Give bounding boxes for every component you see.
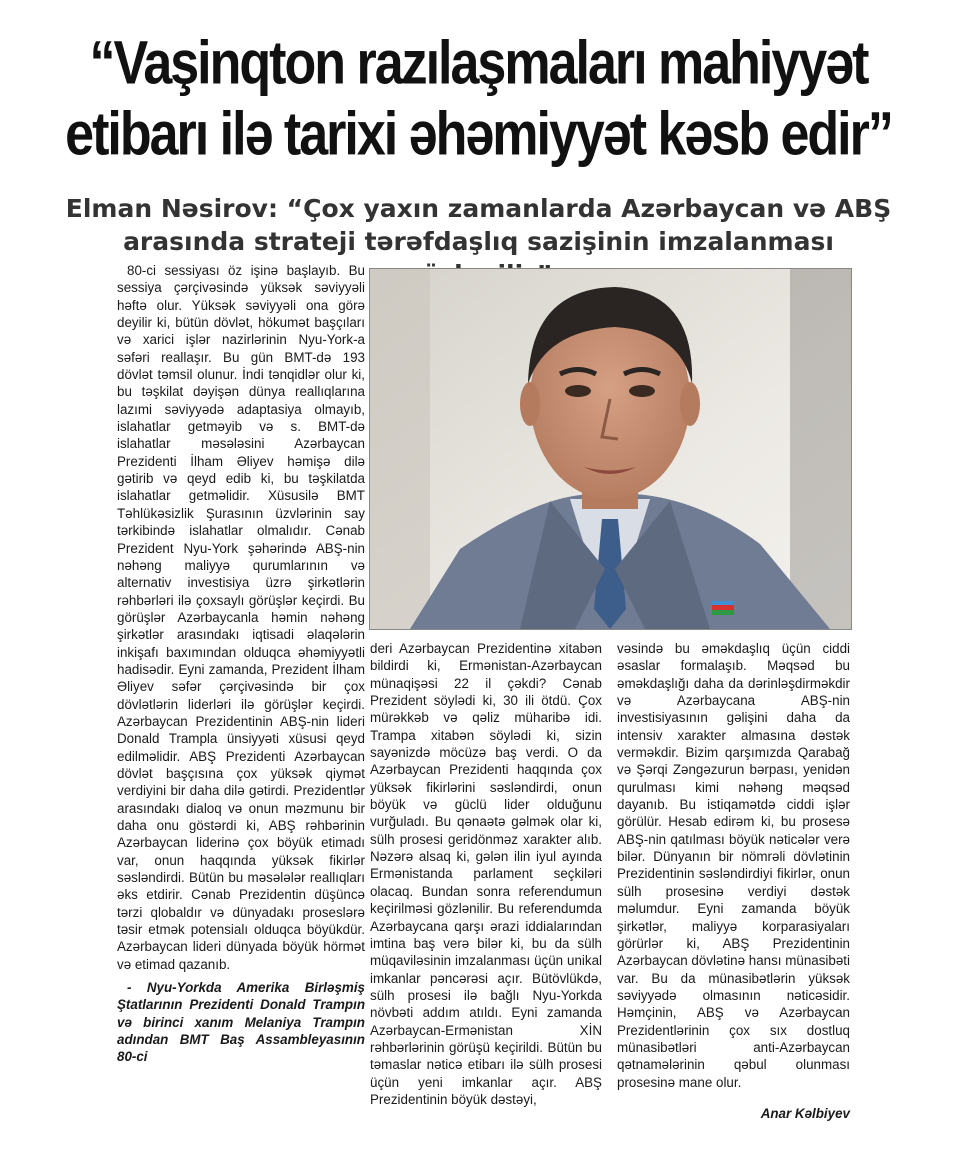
portrait-photo-icon (370, 269, 851, 629)
article-column-2 (370, 640, 602, 1108)
column-3-body: vəsində bu əməkdaşlıq üçün ciddi əsaslar formalaşıb. Məqsəd bu əməkdaşlığı daha da dərinləşdirməkdir və Azərbaycana ABŞ-nin investisiyasının gəlişini daha da intensiv xarakter almasına dəstək verməkdir. Bizim qarşımızda Qarabağ və Şərqi Zəngəzurun bərpası, yenidən qurulması kimi nəhəng məqsəd dayanıb. Bu istiqamətdə ciddi işlər görülür. Hesab edirəm ki, bu prosesə ABŞ-nin qatılması böyük nəticələr verə bilər. Dünyanın bir nömrəli dövlətinin Prezidentinin səsləndirdiyi fikirlər, onun sülh prosesinə verdiyi dəstək məlumdur. Eyni zamanda böyük şirkətlər, maliyyə korparasiyaları görürlər ki, ABŞ Prezidentinin Azərbaycan dövlətinə hansı münasibəti var. Bu da münasibətlərin yüksək səviyyədə olmasının nəticəsidir. Həmçinin, ABŞ və Azərbaycan Prezidentlərinin çox sıx dostluq münasibətləri anti-Azərbaycan qətnamələrinin qəbul olunması prosesinə mane olur. (617, 641, 850, 1090)
column-2-body: deri Azərbaycan Prezidentinə xitabən bildirdi ki, Ermənistan-Azərbaycan münaqişəsi 22 il çəkdi? Cənab Prezident söylədi ki, 30 ili ötdü. Çox mürəkkəb və qəliz müharibə idi. Trampa xitabən söylədi ki, sizin sayənizdə möcüzə baş verdi. O da Azərbaycan Prezidenti haqqında çox yüksək fikirlərini səsləndirdi, onun böyük və güclü lider olduğunu vurğuladı. Bu qənaətə gəlmək olar ki, sülh prosesi geridönməz xarakter alıb. Nəzərə alsaq ki, gələn ilin iyul ayında Ermənistanda parlament seçkiləri olacaq. Bundan sonra referendumun keçirilməsi gözlənilir. Bu referendumda Azərbaycana qarşı ərazi iddialarından imtina baş verə bilər ki, bu da sülh müqaviləsinin imzalanması üçün unikal imkanlar pəncərəsi açır. Bütövlükdə, sülh prosesi ilə bağlı Nyu-Yorkda növbəti addım atıldı. Eyni zamanda Azərbaycan-Ermənistan XİN rəhbərlərinin görüşü keçirildi. Bütün bu təmaslar nəticə etibarı ilə sülh prosesi üçün yeni imkanlar açır. ABŞ Prezidentinin böyük dəstəyi, (370, 641, 602, 1107)
article-column-1 (117, 262, 365, 1066)
portrait-photo (369, 268, 852, 630)
column-1-body: 80-ci sessiyası öz işinə başlayıb. Bu sessiya çərçivəsində yüksək səviyyəli həftə olur. Yüksək səviyyəli ona görə deyilir ki, bütün dövlət, hökumət başçıları və xarici işlər nazirlərinin Nyu-York-a səfəri reallaşır. Bu gün BMT-də 193 dövlət təmsil olunur. İndi tənqidlər olur ki, bu təşkilat dəyişən dünya reallıqlarına lazımi səviyyədə adaptasiya olmayıb, islahatlar getməyib və s. BMT-də islahatlar məsələsini Azərbaycan Prezidenti İlham Əliyev həmişə dilə gətirib və qeyd edib ki, bu təşkilatda islahatlar getməlidir. Xüsusilə BMT Təhlükəsizlik Şurasının üzvlərinin say tərkibində islahatlar olmalıdır. Cənab Prezident Nyu-York şəhərində ABŞ-nin nəhəng maliyyə qurumlarının və alternativ investisiya üzrə şirkətlərin rəhbərləri ilə çoxsaylı görüşlər keçirdi. Bu görüşlər Azərbaycanla həmin nəhəng şirkətlər arasındakı iqtisadi əlaqələrin inkişafı baxımından olduqca əhəmiyyətli hadisədir. Eyni zamanda, Prezident İlham Əliyev səfər çərçivəsində bir çox dövlətlərin liderləri ilə görüşlər keçirdi. Azərbaycan Prezidentinin ABŞ-nin lideri Donald Trampla ünsiyyəti xüsusi qeyd edilməlidir. ABŞ Prezidenti Azərbaycan dövlət başçısına çox yüksək qiymət verdiyini bir daha dilə gətirdi. Prezidentlər arasındakı dialoq və onun məzmunu bir daha onu göstərdi ki, ABŞ rəhbərinin Azərbaycan liderinə çox böyük etimadı var, onun haqqında yüksək fikirlər səsləndirdi. Bütün bu məsələlər reallıqları əks etdirir. Cənab Prezidentin düşüncə tərzi qlobaldır və dünyadakı proseslərə təsir etmək potensialı olduqca böyükdür. Azərbaycan lideri dünyada böyük hörmət və etimad qazanıb. (117, 263, 365, 972)
article-column-3 (617, 640, 850, 1122)
author-byline: Anar Kəlbiyev (760, 1105, 850, 1121)
headline: “Vaşinqton razılaşmaları mahiyyət etibarı ilə tarixi əhəmiyyət kəsb edir” (65, 29, 892, 169)
subheadline: Elman Nəsirov: “Çox yaxın zamanlarda Azərbaycan və ABŞ arasında strateji tərəfdaşlıq sazişinin imzalanması (65, 194, 892, 256)
interview-question: - Nyu-Yorkda Amerika Birləşmiş Ştatlarının Prezidenti Donald Trampın və birinci xanım Melaniya Trampın adından BMT Baş Assambleyasının 80-ci (117, 980, 365, 1065)
